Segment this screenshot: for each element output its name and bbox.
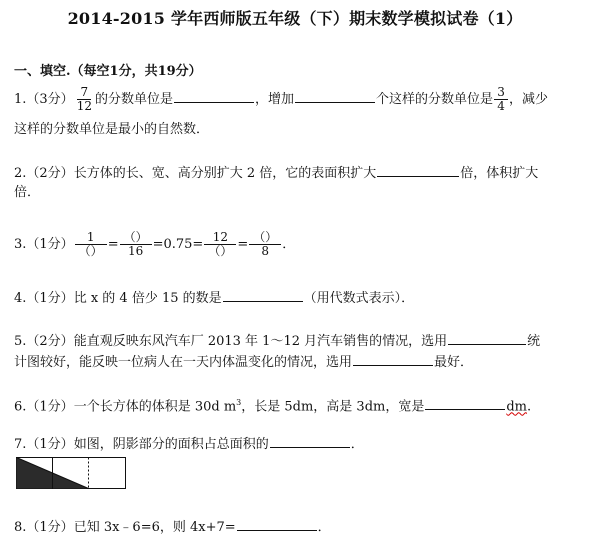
shaded-rectangle-figure xyxy=(16,457,126,489)
q6-unit: dm xyxy=(506,399,528,415)
q5-blank-2[interactable] xyxy=(353,352,433,366)
question-8: 8.（1分）已知 3x﹣6=6，则 4x+7= ． xyxy=(14,517,331,537)
question-2-line2: 倍． xyxy=(14,185,41,200)
question-1-line2: 这样的分数单位是最小的自然数． xyxy=(14,122,210,137)
q1-fraction: $\frac{7}{12}$ xyxy=(76,85,92,113)
q4-blank[interactable] xyxy=(223,288,303,302)
q1-prefix: 1.（3分） xyxy=(14,92,74,107)
q7-blank[interactable] xyxy=(270,434,350,448)
question-5-line2: 计图较好，能反映一位病人在一天内体温变化的情况，选用 最好． xyxy=(14,352,473,372)
question-2: 2.（2分）长方体的长、宽、高分别扩大 2 倍，它的表面积扩大 倍，体积扩大 xyxy=(14,163,538,183)
q1-blank-2[interactable] xyxy=(295,89,375,103)
q5-blank-1[interactable] xyxy=(448,331,526,345)
section-heading: 一、填空.（每空1分，共19分） xyxy=(14,64,202,79)
exam-title: 2014-2015 学年西师版五年级（下）期末数学模拟试卷（1） xyxy=(67,9,523,28)
q3-fraction-3: $\frac{12}{()}$ xyxy=(204,231,236,258)
question-4: 4.（1分）比 x 的 4 倍少 15 的数是 （用代数式表示）． xyxy=(14,288,414,308)
q3-fraction-1: $\frac{1}{()}$ xyxy=(75,231,107,258)
q3-fraction-2: $\frac{()}{16}$ xyxy=(120,231,152,258)
question-6: 6.（1分）一个长方体的体积是 30d $m^3$，长是 5dm，高是 3dm，宽是 dm. xyxy=(14,398,532,415)
q1-fraction-2: $\frac{3}{4}$ xyxy=(494,86,508,113)
q1-blank-1[interactable] xyxy=(174,89,254,103)
q8-blank[interactable] xyxy=(237,517,317,531)
question-1: 1.（3分） $\frac{7}{12}$ 的分数单位是 ，增加 个这样的分数单位是 $\frac{3}{4}$ ，减少 xyxy=(14,85,549,113)
q6-blank[interactable] xyxy=(425,396,505,410)
question-5: 5.（2分）能直观反映东风汽车厂 2013 年 1～12 月汽车销售的情况，选用 统 xyxy=(14,331,540,351)
question-3: 3.（1分） $\frac{1}{()}$ = $\frac{()}{16}$ =0.75= $\frac{12}{()}$ = $\frac{()}{8}$ ． xyxy=(14,230,296,258)
q3-fraction-4: $\frac{()}{8}$ xyxy=(249,231,281,258)
question-7: 7.（1分）如图，阴影部分的面积占总面积的 ． xyxy=(14,434,364,454)
q2-blank-1[interactable] xyxy=(377,163,459,177)
